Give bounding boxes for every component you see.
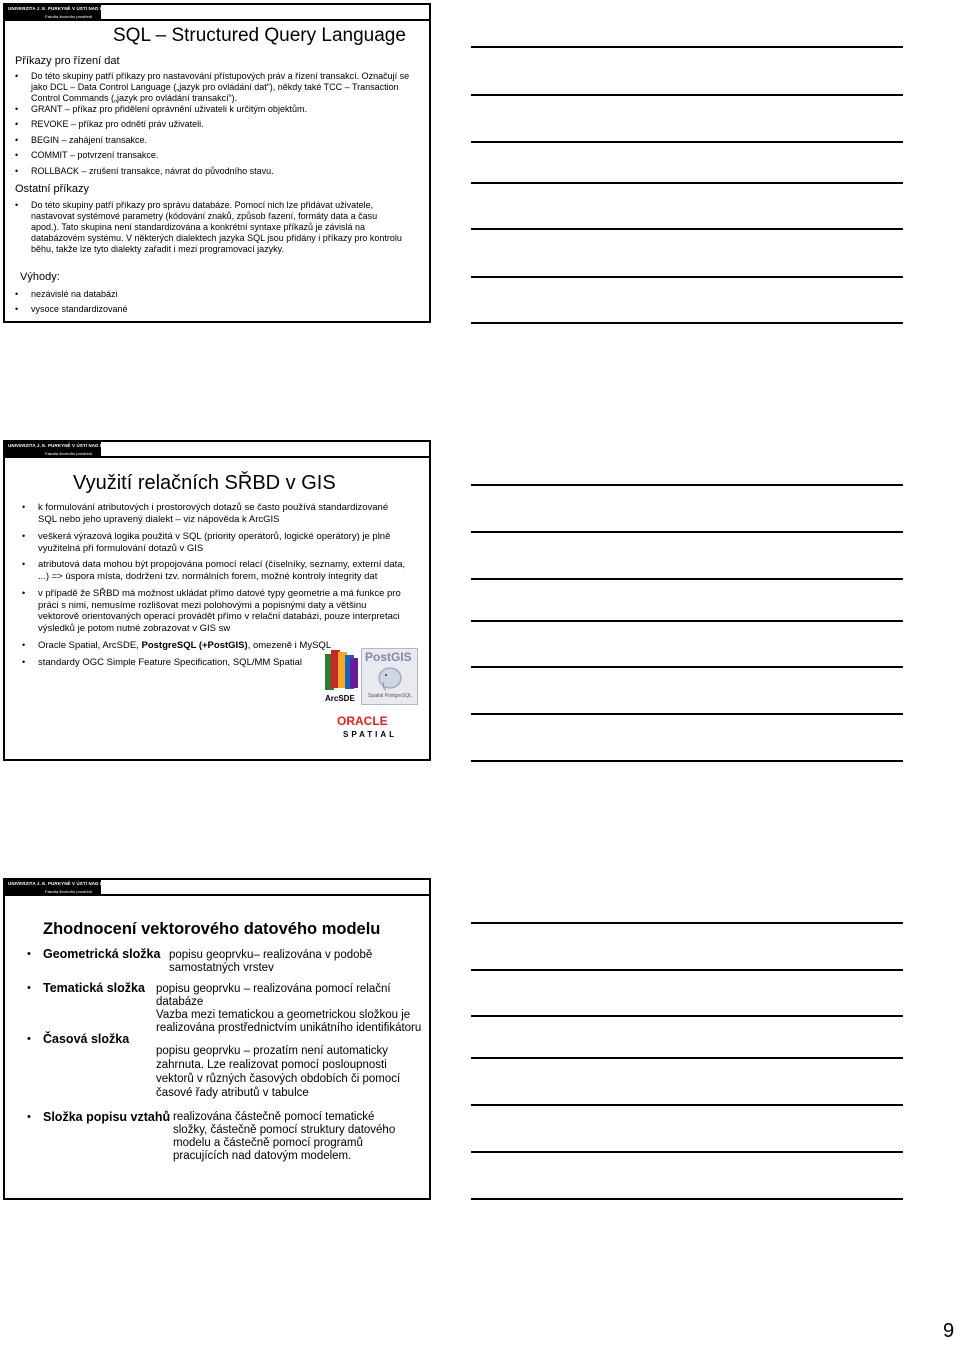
intro-text: Do této skupiny patří příkazy pro nastavování přístupových práv a řízení transakcí. Označují se jako DCL – Data Control Language („jazyk pro ovládání dat“), někdy také TCC – Transaction Control Commands („jazyk pro ovládání transakcí“). (31, 71, 410, 103)
arcsde-logo-text: ArcSDE (325, 694, 355, 703)
slide-title: Zhodnocení vektorového datového modelu (43, 920, 381, 938)
bullet-icon: • (15, 71, 19, 81)
header-rule (101, 894, 429, 896)
list-item (15, 135, 413, 146)
slide-title: SQL – Structured Query Language (113, 25, 406, 46)
list-item-text: BEGIN – zahájení transakce. (31, 135, 148, 145)
postgis-logo-subtext: Spatial PostgreSQL (368, 693, 412, 699)
logo-faculty: Fakulta životního prostředí (45, 14, 93, 19)
row-text: realizována částečně pomocí tematické složky, částečně pomocí struktury datového modelu a částečně pomocí programů pracujících nad datovým modelem. (173, 1111, 396, 1162)
db-line-prefix: Oracle Spatial, ArcSDE, (38, 640, 142, 651)
bullet-icon: • (27, 948, 31, 960)
bullet-icon: • (15, 289, 19, 299)
slide-title: Využití relačních SŘBD v GIS (73, 472, 336, 494)
bullet-icon: • (15, 135, 19, 145)
list-item (15, 104, 413, 115)
row-label: Tematická složka (43, 981, 145, 995)
oracle-spatial-logo (335, 714, 405, 742)
list-item (22, 588, 408, 634)
university-logo (5, 880, 117, 896)
logo-university: UNIVERZITA J. E. PURKYNĚ V ÚSTÍ NAD LABEM (8, 443, 117, 448)
logo-faculty: Fakulta životního prostředí (45, 889, 93, 894)
db-line-bold: PostgreSQL (+PostGIS) (141, 640, 248, 651)
list-item-text: GRANT – příkaz pro přidělení oprávnění uživateli k určitým objektům. (31, 104, 307, 114)
section-heading-other: Ostatní příkazy (15, 183, 89, 195)
bullet-icon: • (22, 559, 26, 569)
bullet-icon: • (15, 200, 19, 210)
logo-faculty: Fakulta životního prostředí (45, 451, 93, 456)
bullet-icon: • (15, 166, 19, 176)
list-item-text: v případě že SŘBD má možnost ukládat přímo datové typy geometrie a má funkce pro práci s nimi, nemusíme rozlišovat mezi polohovými a popisnými daty a většinu vektorově orientovaných operací provádět přímo v relační databázi, pouze interpretaci výsledků je potom nutné zobrazovat v GIS sw (38, 588, 401, 634)
row-text: popisu geoprvku – realizována pomocí relační databáze Vazba mezi tematickou a geometrickou složkou je realizována prostřednictvím unikátního identifikátoru (156, 983, 422, 1034)
list-item (15, 150, 413, 161)
row-label: Složka popisu vztahů (43, 1110, 171, 1124)
row-text: popisu geoprvku – prozatím není automaticky zahrnuta. Lze realizovat pomocí posloupnosti vektorů v různých časových obdobích či pomocí časové řady atributů v tabulce (156, 1045, 401, 1099)
advantages-heading: Výhody: (20, 271, 60, 283)
row-text: popisu geoprvku– realizována v podobě samostatných vrstev (169, 949, 373, 974)
intro-paragraph (15, 71, 413, 104)
list-item (22, 531, 408, 554)
list-item-text: COMMIT – potvrzení transakce. (31, 150, 159, 160)
list-item-text: k formulování atributových i prostorových dotazů se často používá standardizované SQL nebo jeho upravený dialekt – viz nápověda k ArcGIS (38, 502, 389, 525)
logo-university: UNIVERZITA J. E. PURKYNĚ V ÚSTÍ NAD LABEM (8, 6, 117, 11)
other-paragraph (15, 200, 403, 255)
university-logo (5, 5, 117, 21)
db-line-suffix: , omezeně i MySQL (247, 640, 332, 651)
list-item-text: nezávislé na databázi (31, 289, 118, 299)
bullet-icon: • (15, 104, 19, 114)
bullet-icon: • (22, 640, 26, 650)
university-logo (5, 442, 117, 458)
logo-university: UNIVERZITA J. E. PURKYNĚ V ÚSTÍ NAD LABEM (8, 881, 117, 886)
list-item (15, 304, 331, 315)
list-item-text: veškerá výrazová logika použitá v SQL (priority operátorů, logické operátory) je plně využitelná při formulování dotazů v GIS (38, 531, 391, 554)
list-item-text: ROLLBACK – zrušení transakce, návrat do původního stavu. (31, 166, 274, 176)
slide-1 (3, 3, 431, 323)
spatial-logo-text: SPATIAL (343, 730, 398, 739)
bullet-icon: • (27, 982, 31, 994)
list-item (15, 119, 413, 130)
list-item-text: REVOKE – příkaz pro odnětí práv uživateli. (31, 119, 204, 129)
list-item-text: atributová data mohou být propojována pomocí relací (číselníky, seznamy, externí data, ...) => úspora místa, dodržení tzv. normálních forem, možné kontroly integrity dat (38, 559, 406, 582)
postgis-logo (361, 648, 418, 705)
list-item (15, 166, 413, 177)
row-label: Časová složka (43, 1032, 130, 1046)
bullet-icon: • (15, 304, 19, 314)
bullet-icon: • (27, 1111, 31, 1123)
slide-3 (3, 878, 431, 1200)
oracle-logo-text: ORACLE (337, 714, 388, 728)
slide-2 (3, 440, 431, 761)
row-label: Geometrická složka (43, 947, 161, 961)
bullet-icon: • (15, 150, 19, 160)
bullet-icon: • (15, 119, 19, 129)
page-number: 9 (943, 1320, 955, 1342)
bullet-icon: • (22, 588, 26, 598)
arcsde-icon (323, 648, 359, 694)
postgis-logo-text: PostGIS (365, 650, 412, 664)
list-item (22, 502, 408, 525)
bullet-icon: • (22, 531, 26, 541)
header-rule (101, 19, 429, 21)
header-rule (101, 456, 429, 458)
section-heading: Příkazy pro řízení dat (15, 55, 120, 67)
other-text: Do této skupiny patří příkazy pro správu databáze. Pomocí nich lze přidávat uživatele, nastavovat systémové parametry (kódování znaků, způsob řazení, formáty data a času apod.). Tato skupina není standardizována a konkrétní syntaxe příkazů je závislá na databázovém systému. V některých dialektech jazyka SQL jsou přidány i příkazy pro kontrolu běhu, takže lze tyto dialekty zařadit i mezi programovací jazyky. (31, 200, 402, 254)
list-item-text: vysoce standardizované (31, 304, 128, 314)
bullet-icon: • (27, 1033, 31, 1045)
bullet-icon: • (22, 502, 26, 512)
list-item-text: standardy OGC Simple Feature Specification, SQL/MM Spatial (38, 657, 303, 668)
list-item (15, 289, 331, 300)
elephant-icon (376, 664, 404, 692)
list-item (22, 559, 413, 582)
bullet-icon: • (22, 657, 26, 667)
arcsde-logo (323, 648, 359, 704)
